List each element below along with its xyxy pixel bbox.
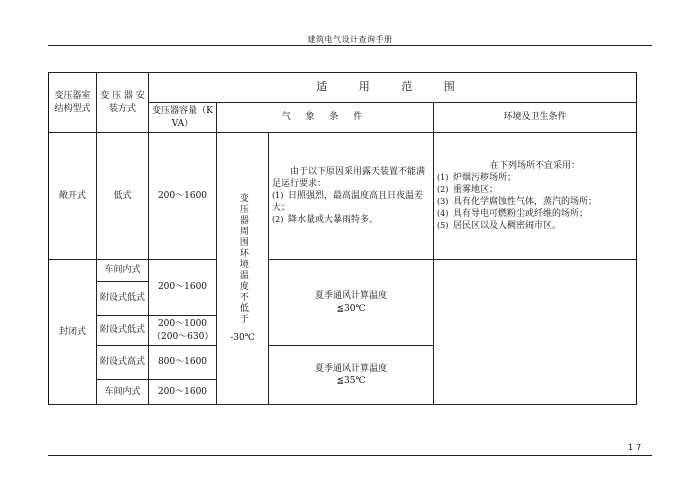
climate-intro: 由于以下原因采用露天装置不能满足运行要求： [272, 166, 426, 189]
closed-climate-30: 夏季通风计算温度 ≦30℃ [269, 260, 434, 346]
closed-climate-35: 夏季通风计算温度 ≦35℃ [269, 346, 434, 405]
ambient-vertical-text: 变压器周围环境温度不低于 [237, 193, 248, 326]
closed-capacity-3: 200～1000 （200～630） [149, 316, 217, 346]
closed-capacity-5: 200～1600 [149, 380, 217, 405]
closed-install-1: 车间内式 [97, 260, 149, 282]
header-scope [149, 73, 637, 103]
header-capacity: 变压器容量（KVA） [149, 103, 217, 133]
env-item: (3) 具有化学腐蚀性气体，蒸汽的场所； [437, 197, 598, 207]
ambient-temperature-cell [217, 133, 269, 405]
header-climate [217, 103, 434, 133]
page-number: 17 [628, 443, 645, 452]
header-rule [48, 45, 652, 46]
closed-install-3: 附设式低式 [97, 316, 149, 346]
closed-merged-capacity: 200～1600 [149, 260, 217, 316]
closed-install-2: 附设式低式 [97, 282, 149, 316]
open-capacity: 200～1600 [149, 133, 217, 260]
climate-item: (2) 降水量或大暴雨特多。 [272, 215, 379, 226]
running-header-title: 建筑电气设计查询手册 [307, 35, 393, 44]
header-scope-text: 适 用 范 围 [316, 80, 469, 94]
header-climate-text: 气 象 条 件 [281, 112, 369, 123]
env-item: (5) 居民区以及人稠密闹市区。 [437, 221, 562, 232]
open-climate-conditions [269, 133, 434, 260]
header-environment: 环境及卫生条件 [434, 103, 637, 133]
footer-rule [48, 455, 652, 456]
header-install-method: 变 压 器 安装方式 [97, 73, 149, 133]
open-install: 低式 [97, 133, 149, 260]
closed-environment-empty [434, 260, 637, 405]
transformer-room-table [48, 72, 637, 405]
open-environment-conditions [434, 133, 637, 260]
header-structure-type: 变压器室结构型式 [49, 73, 97, 133]
env-intro: 在下列场所不宜采用： [489, 160, 580, 171]
ambient-min-temperature: -30℃ [230, 332, 255, 343]
closed-structure: 封闭式 [49, 260, 97, 405]
env-item: (1) 炉烟污秽场所； [437, 172, 517, 183]
closed-install-4: 附设式高式 [97, 346, 149, 380]
closed-install-5: 车间内式 [97, 380, 149, 405]
climate-item: (1) 日照强烈，最高温度高且日夜温差大； [272, 190, 424, 214]
env-item: (4) 具有导电可燃粉尘或纤维的场所； [437, 209, 589, 220]
open-structure: 敞开式 [49, 133, 97, 260]
closed-capacity-4: 800～1600 [149, 346, 217, 380]
env-item: (2) 重雾地区； [437, 184, 499, 195]
